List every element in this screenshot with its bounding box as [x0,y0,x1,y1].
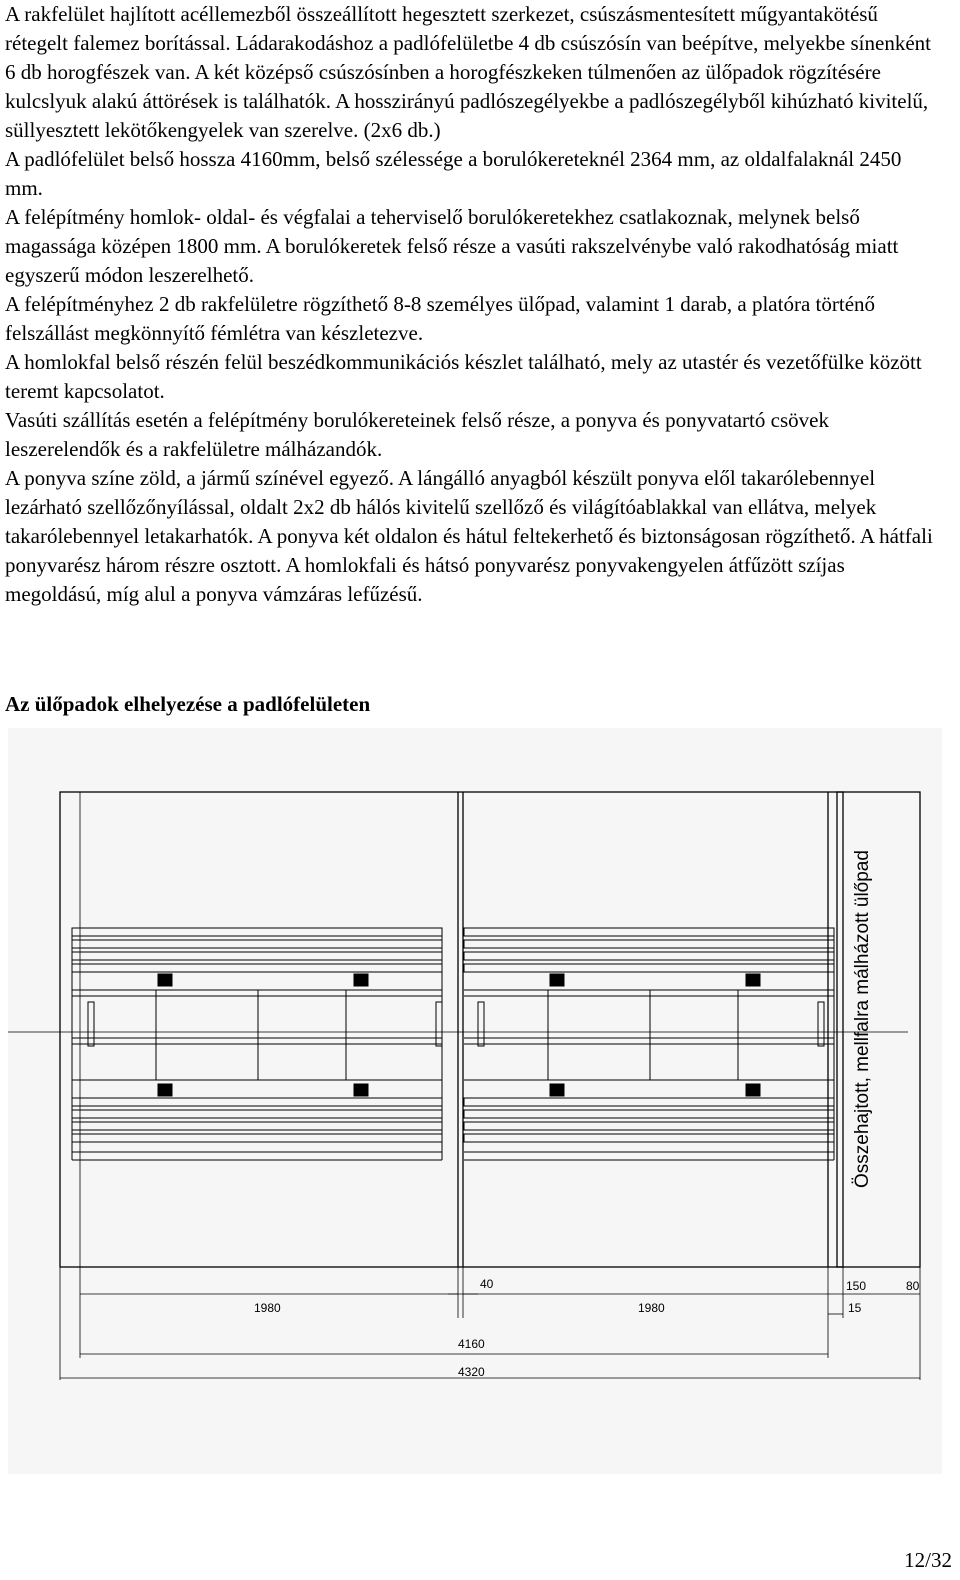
seat-rail [72,1110,442,1118]
seat-rail [72,1098,442,1106]
dim-label-150: 150 [846,1279,867,1293]
dim-label-15: 15 [848,1301,862,1315]
seat-rail [72,952,442,960]
body-text [5,0,940,609]
paragraph: A padlófelület belső hossza 4160mm, belső szélessége a borulókereteknél 2364 mm, az oldalfalaknál 2450 mm. [5,147,902,200]
paragraph: A rakfelület hajlított acéllemezből összeállított hegesztett szerkezet, csúszásmentesített műgyantakötésű rétegelt falemez borítással. Ládarakodáshoz a padlófelületbe 4 db csúszósín van beépítve, melyekbe sínenként 6 db horogfészek van. A két középső csúszósínben a horogfészkeken túlmenően az ülőpadok rögzítésére kulcslyuk alakú áttörések is találhatók. A hosszirányú padlószegélyekbe a padlószegélyből kihúzható kivitelű, süllyesztett lekötőkengyelek van szerelve. (2x6 db.) [5,2,931,142]
seat-rail [464,1134,834,1142]
bench-right [464,928,834,1160]
dim-label-80: 80 [906,1279,920,1293]
paragraph: A homlokfal belső részén felül beszédkommunikációs készlet található, mely az utastér és vezetőfülke között teremt kapcsolatot. [5,350,922,403]
seat-rail [464,1110,834,1118]
section-heading: Az ülőpadok elhelyezése a padlófelületen [5,692,371,716]
keyhole-fixing [158,1084,172,1096]
paragraph: A felépítmény homlok- oldal- és végfalai a teherviselő borulókeretekhez csatlakoznak, melynek belső magassága középen 1800 mm. A borulókeretek felső része a vasúti rakszelvénybe való rakodhatóság miatt egyszerű módon leszerelhető. [5,205,899,287]
bench-bracket [88,1002,94,1046]
keyhole-fixing [550,1084,564,1096]
paragraph: Vasúti szállítás esetén a felépítmény borulókereteinek felső része, a ponyva és ponyvatartó csövek leszerelendők és a rakfelületre málházandók. [5,408,829,461]
folded-bench-label: Összehajtott, mellfalra málházott ülőpad [852,850,873,1188]
seat-rail [464,1122,834,1130]
bench-bracket [436,1002,442,1046]
bench-bracket [478,1002,484,1046]
seat-rail [72,940,442,948]
bench-bracket [818,1002,824,1046]
dim-label-gap: 40 [480,1277,494,1291]
seat-rail [464,940,834,948]
page-number: 12/32 [904,1548,952,1572]
dim-label-left-bench: 1980 [254,1301,281,1315]
seat-rail [72,1122,442,1130]
seat-rail [72,964,442,972]
seat-rail [464,1098,834,1106]
floor-outline [60,792,920,1267]
paragraph: A ponyva színe zöld, a jármű színével egyező. A lángálló anyagból készült ponyva elől takarólebennyel lezárható szellőzőnyílással, oldalt 2x2 db hálós kivitelű szellőző és világítóablakkal van ellátva, melyek takarólebennyel letakarhatók. A ponyva két oldalon és hátul feltekerhető és biztonságosan rögzíthető. A hátfali ponyvarész három részre osztott. A homlokfali és hátsó ponyvarész ponyvakengyelen átfűzött szíjas megoldású, míg alul a ponyva vámzáras lefűzésű. [5,466,933,606]
keyhole-fixing [550,974,564,986]
keyhole-fixing [746,974,760,986]
technical-drawing [8,728,942,1474]
seat-rail [72,1134,442,1142]
seat-rail [72,928,442,936]
dim-label-right-bench: 1980 [638,1301,665,1315]
seat-rail [464,928,834,936]
keyhole-fixing [354,974,368,986]
dim-label-outer-length: 4320 [458,1365,485,1379]
floor-plan-svg [8,728,942,1474]
keyhole-fixing [354,1084,368,1096]
seat-rail [464,964,834,972]
keyhole-fixing [158,974,172,986]
folded-bench-strip [837,792,843,1267]
dim-label-inner-length: 4160 [458,1337,485,1351]
paragraph: A felépítményhez 2 db rakfelületre rögzíthető 8-8 személyes ülőpad, valamint 1 darab, a platóra történő felszállást megkönnyítő fémlétra van készletezve. [5,292,876,345]
bench-left [72,928,442,1160]
keyhole-fixing [746,1084,760,1096]
seat-rail [464,952,834,960]
